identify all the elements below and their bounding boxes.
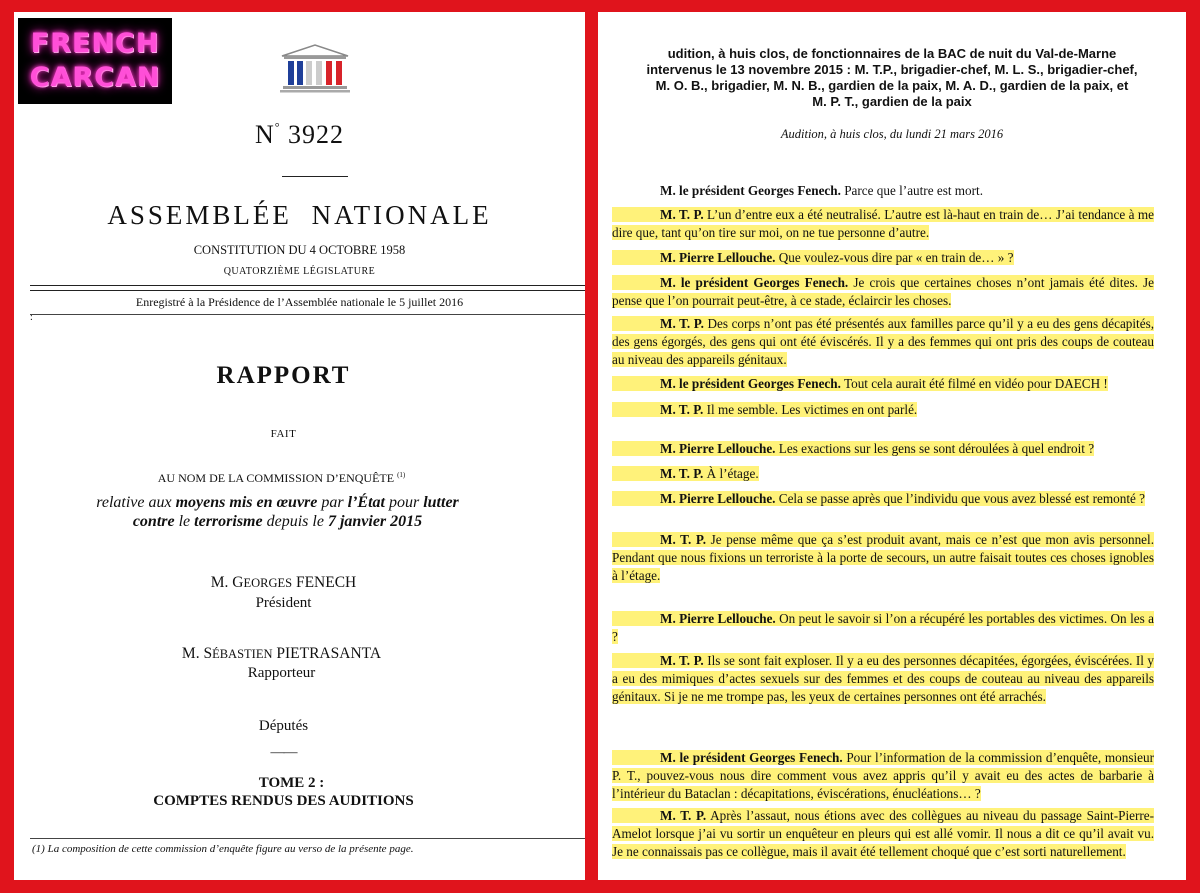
speech-text: Après l’assaut, nous étions avec des collègues au niveau du passage Saint-Pierre-Amelot lorsque j’ai vu sortir un enquêteur en pleurs qui est allé vomir. Il nous a dit ce qu’il avait vu. Je ne connaissais pas ce collègue, mais il avait été tellement choqué que c’est sorti naturellement. <box>612 808 1154 859</box>
assemblee-nationale-emblem-icon <box>278 42 352 94</box>
speech-text: À l’étage. <box>703 466 759 481</box>
speaker-name: M. T. P. <box>660 532 707 547</box>
transcript-paragraph <box>612 440 1154 458</box>
hearing-subtitle: Audition, à huis clos, du lundi 21 mars 2016 <box>780 127 1004 141</box>
transcript-paragraph <box>612 206 1154 242</box>
president-role: Président <box>255 595 312 611</box>
speech-text: Pour l’information de la commission d’enquête, monsieur P. T., pouvez-vous nous dire comment vous avez appris qu’il y avait eu des actes de barbarie à l’intérieur du Bataclan : décapitations, éviscérations, énucléations… ? <box>612 750 1154 801</box>
transcript-paragraph <box>612 749 1154 803</box>
transcript-paragraph <box>612 182 1154 200</box>
stray-mark: : <box>30 312 33 323</box>
transcript-paragraph <box>612 807 1154 861</box>
speech-text: Tout cela aurait été filmé en vidéo pour DAECH ! <box>840 376 1108 391</box>
logo-line-2: CARCAN <box>29 62 161 93</box>
speech-text: Que voulez-vous dire par « en train de… » ? <box>775 250 1014 265</box>
transcript-paragraph <box>612 375 1154 393</box>
speech-text: On peut le savoir si l’on a récupéré les portables des victimes. On les a ? <box>612 611 1154 644</box>
transcript-paragraph <box>612 652 1154 706</box>
speech-text: Parce que l’autre est mort. <box>840 183 983 198</box>
speech-text: Cela se passe après que l’individu que vous avez blessé est remonté ? <box>775 491 1145 506</box>
transcript-paragraph <box>612 531 1154 585</box>
hearing-title <box>608 46 1176 110</box>
speech-text: Ils se sont fait exploser. Il y a eu des personnes décapitées, égorgées, éviscérées. Il y a eu des mimiques d’actes sexuels sur des femmes et des coups de couteau au niveau des appareils génitaux. Si je ne me trompe pas, les yeux de certaines personnes ont été arrachés. <box>612 653 1154 704</box>
president-name: M. GEORGES FENECH <box>210 574 357 591</box>
commission-line: AU NOM DE LA COMMISSION D’ENQUÊTE $^{(1)}$ <box>157 471 406 485</box>
speaker-name: M. T. P. <box>660 653 704 668</box>
header-divider <box>30 285 585 291</box>
speaker-name: M. le président Georges Fenech. <box>660 750 843 765</box>
hearing-title-line: M. P. T., gardien de la paix <box>812 94 972 109</box>
speaker-name: M. Pierre Lellouche. <box>660 611 776 626</box>
tome-title: TOME 2 : <box>258 775 325 791</box>
title-rule <box>282 176 348 177</box>
transcript-paragraph <box>612 490 1154 508</box>
speaker-name: M. T. P. <box>660 316 704 331</box>
speech-text: Je pense même que ça s’est produit avant, mais ce n’est que mon avis personnel. Pendant que nous fixions un terroriste à la porte de secours, un autre faisait toutes ces choses ignobles à l’étage. <box>612 532 1154 583</box>
footnote-divider <box>30 838 585 839</box>
speaker-name: M. Pierre Lellouche. <box>660 250 776 265</box>
hearing-title-line: intervenus le 13 novembre 2015 : M. T.P., brigadier-chef, M. L. S., brigadier-chef, <box>646 62 1138 77</box>
hearing-transcript-page <box>598 12 1186 880</box>
footnote: (1) La composition de cette commission d’enquête figure au verso de la présente page. <box>32 843 414 855</box>
deputies-label: Députés <box>258 718 309 734</box>
document-number: N° 3922 <box>254 120 345 149</box>
transcript-paragraph <box>612 315 1154 369</box>
assembly-title: ASSEMBLÉE NATIONALE <box>107 200 492 230</box>
speaker-name: M. le président Georges Fenech. <box>660 275 849 290</box>
speaker-name: M. T. P. <box>660 402 704 417</box>
speech-text: L’un d’entre eux a été neutralisé. L’autre est là-haut en train de… J’ai tendance à me dire que, tant qu’on tire sur moi, on ne tue personne d’autre. <box>612 207 1154 240</box>
report-cover-page <box>14 12 585 880</box>
registration-line: Enregistré à la Présidence de l’Assemblée nationale le 5 juillet 2016 <box>135 295 464 309</box>
dash-separator: —— <box>270 745 297 760</box>
inquiry-subject: relative aux moyens mis en œuvre par l’État pour lutter contre le terrorisme depuis le 7 janvier 2015 <box>96 494 459 530</box>
transcript-paragraph <box>612 401 1154 419</box>
french-carcan-logo <box>18 18 172 104</box>
speaker-name: M. T. P. <box>660 466 704 481</box>
speaker-name: M. le président Georges Fenech. <box>660 376 841 391</box>
speech-text: Il me semble. Les victimes en ont parlé. <box>703 402 918 417</box>
logo-line-1: FRENCH <box>30 28 160 59</box>
report-heading: RAPPORT <box>216 362 351 389</box>
speaker-name: M. Pierre Lellouche. <box>660 441 776 456</box>
transcript-paragraph <box>612 249 1154 267</box>
constitution-line: CONSTITUTION DU 4 OCTOBRE 1958 <box>193 243 406 257</box>
hearing-title-line: M. O. B., brigadier, M. N. B., gardien de la paix, M. A. D., gardien de la paix, et <box>655 78 1129 93</box>
speech-text: Les exactions sur les gens se sont déroulées à quel endroit ? <box>775 441 1095 456</box>
transcript-paragraph <box>612 610 1154 646</box>
speech-text: Des corps n’ont pas été présentés aux familles parce qu’il y a eu des gens décapités, des gens égorgés, des gens qui ont été éviscérés. Il y a des femmes qui ont pris des coups de couteau au niveau des appareils génitaux. <box>612 316 1155 367</box>
rapporteur-name: M. SÉBASTIEN PIETRASANTA <box>181 645 382 662</box>
transcript-paragraph <box>612 274 1154 310</box>
registration-divider <box>30 314 585 315</box>
speaker-name: M. T. P. <box>660 808 707 823</box>
rapporteur-role: Rapporteur <box>247 665 316 681</box>
transcript-paragraph <box>612 465 1154 483</box>
legislature-line: QUATORZIÈME LÉGISLATURE <box>223 266 376 277</box>
tome-subtitle: COMPTES RENDUS DES AUDITIONS <box>153 793 414 809</box>
hearing-title-line: udition, à huis clos, de fonctionnaires de la BAC de nuit du Val-de-Marne <box>667 46 1117 61</box>
speaker-name: M. le président Georges Fenech. <box>660 183 841 198</box>
speaker-name: M. Pierre Lellouche. <box>660 491 776 506</box>
made-label: FAIT <box>270 428 297 440</box>
speech-text: Je crois que certaines choses n’ont jamais été dites. Je pense que l’on pourrait peut-être, à ce stade, éclaircir les choses. <box>612 275 1154 308</box>
speaker-name: M. T. P. <box>660 207 704 222</box>
